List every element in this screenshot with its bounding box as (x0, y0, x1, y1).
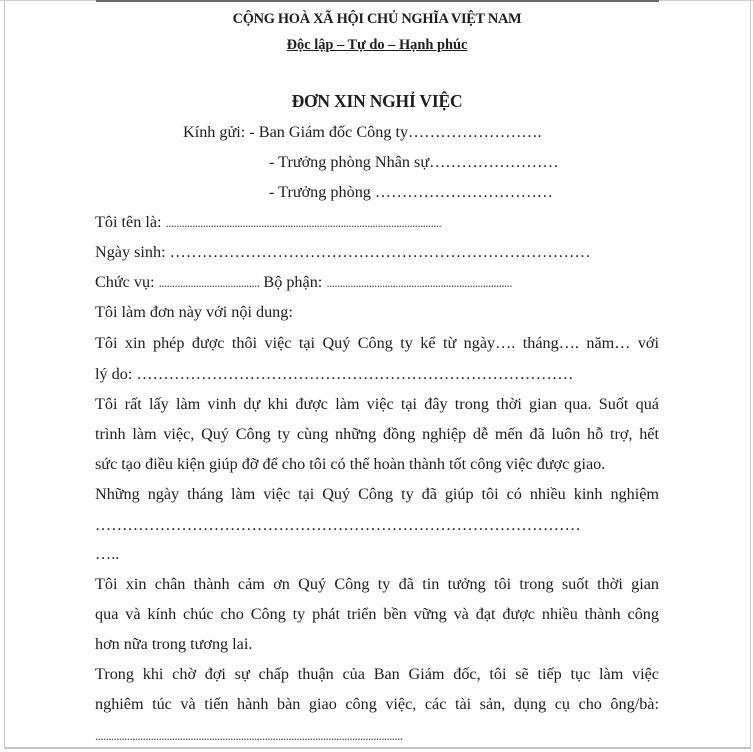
field-position-blank[interactable]: ...................................... (158, 275, 260, 290)
field-name-label: Tôi tên là: (95, 213, 162, 231)
field-department-blank[interactable]: ...................................................................... (326, 275, 512, 290)
field-dob-blank[interactable]: …………………………………………………………………… (169, 243, 591, 261)
field-position-label: Chức vụ: (95, 273, 155, 291)
field-name (95, 212, 441, 233)
nation-header: CỘNG HOÀ XÃ HỘI CHỦ NGHĨA VIỆT NAM (232, 11, 522, 27)
recipient-item: - Trưởng phòng Nhân sự…………………… (269, 153, 559, 171)
document-title: ĐƠN XIN NGHỈ VIỆC (291, 91, 463, 111)
field-position-department (95, 272, 512, 293)
gratitude-paragraph-line: sức tạo điều kiện giúp đỡ để cho tôi có thể hoàn thành tốt công việc được giao. (95, 455, 606, 473)
field-dob-label: Ngày sinh: (95, 243, 166, 261)
experience-paragraph-line: Những ngày tháng làm việc tại Quý Công ty đã giúp tôi có nhiều kinh nghiệm (95, 485, 659, 503)
experience-blank-line[interactable]: ……………………………………………………………………………… (95, 516, 581, 534)
experience-blank-line[interactable]: ….. (95, 545, 120, 563)
recipient-item: - Ban Giám đốc Công ty……………………. (249, 123, 542, 141)
field-department-label: Bộ phận: (263, 273, 323, 291)
field-name-blank[interactable]: ........................................................................................................ (165, 215, 442, 230)
thanks-paragraph-line: Tôi xin chân thành cảm ơn Quý Công ty đã tin tưởng tôi trong suốt thời gian (95, 575, 659, 593)
thanks-paragraph-line: qua và kính chúc cho Công ty phát triển bền vững và đạt được nhiều thành công (95, 605, 659, 623)
handover-blank-line[interactable]: .................................................................................................................... (95, 728, 403, 743)
request-paragraph-line: Tôi xin phép được thôi việc tại Quý Công ty kể từ ngày…. tháng…. năm… với (95, 334, 659, 352)
recipients-block (183, 122, 542, 142)
field-dob (95, 242, 591, 262)
intro-text: Tôi làm đơn này với nội dung: (95, 303, 293, 321)
reason-line[interactable]: lý do: ……………………………………………………………………… (95, 365, 574, 383)
gratitude-paragraph-line: trình làm việc, Quý Công ty cùng những đồng nghiệp dễ mến đã luôn hỗ trợ, hết (95, 425, 659, 443)
gratitude-paragraph-line: Tôi rất lấy làm vinh dự khi được làm việc tại đây trong thời gian qua. Suốt quá (95, 395, 659, 413)
thanks-paragraph-line: hơn nữa trong tương lai. (95, 635, 253, 653)
handover-paragraph-line: Trong khi chờ đợi sự chấp thuận của Ban Giám đốc, tôi sẽ tiếp tục làm việc (95, 665, 659, 683)
handover-paragraph-line: nghiêm túc và tiến hành bàn giao công việc, các tài sản, dụng cụ cho ông/bà: (95, 695, 659, 713)
recipient-item: - Trưởng phòng …………………………… (269, 183, 553, 201)
motto-header: Độc lập – Tự do – Hạnh phúc (286, 37, 468, 53)
recipients-label: Kính gửi: (183, 123, 246, 141)
